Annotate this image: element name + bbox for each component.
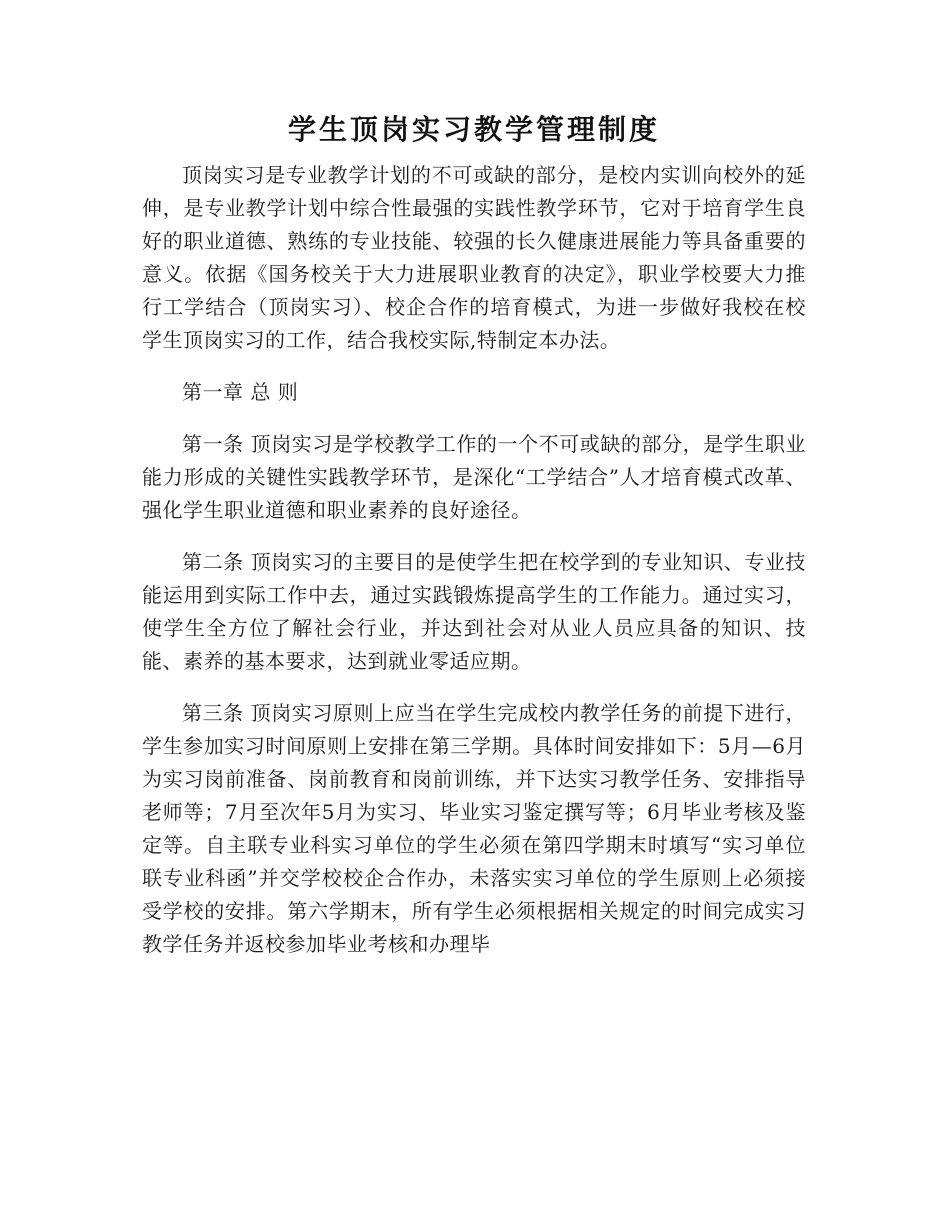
- article-2-paragraph: 第二条 顶岗实习的主要目的是使学生把在校学到的专业知识、专业技能运用到实际工作中去，通过实践锻炼提高学生的工作能力。通过实习，使学生全方位了解社会行业，并达到社会对从业人员应具备的知识、技能、素养的基本要求，达到就业零适应期。: [142, 550, 806, 673]
- paragraph-gap: [142, 678, 806, 697]
- paragraph-gap: [142, 357, 806, 376]
- document-title: 学生顶岗实习教学管理制度: [287, 113, 660, 146]
- chapter-heading: 第一章 总 则: [182, 380, 299, 404]
- document-page: [142, 108, 806, 961]
- article-1-paragraph: 第一条 顶岗实习是学校教学工作的一个不可或缺的部分，是学生职业能力形成的关键性实践教学环节，是深化“工学结合”人才培育模式改革、强化学生职业道德和职业素养的良好途径。: [142, 432, 806, 522]
- paragraph-gap: [142, 409, 806, 428]
- paragraph-gap: [142, 527, 806, 546]
- intro-paragraph: 顶岗实习是专业教学计划的不可或缺的部分，是校内实训向校外的延伸，是专业教学计划中综合性最强的实践性教学环节，它对于培育学生良好的职业道德、熟练的专业技能、较强的长久健康进展能力等具备重要的意义。依据《国务校关于大力进展职业教育的决定》，职业学校要大力推行工学结合（顶岗实习）、校企合作的培育模式，为进一步做好我校在校学生顶岗实习的工作，结合我校实际,特制定本办法。: [142, 163, 806, 352]
- article-3-paragraph: 第三条 顶岗实习原则上应当在学生完成校内教学任务的前提下进行，学生参加实习时间原则上安排在第三学期。具体时间安排如下：5月—6月为实习岗前准备、岗前教育和岗前训练，并下达实习教学任务、安排指导老师等；7月至次年5月为实习、毕业实习鉴定撰写等；6月毕业考核及鉴定等。自主联专业科实习单位的学生必须在第四学期末时填写“实习单位联专业科函”并交学校校企合作办，未落实实习单位的学生原则上必须接受学校的安排。第六学期末，所有学生必须根据相关规定的时间完成实习教学任务并返校参加毕业考核和办理毕: [142, 701, 806, 956]
